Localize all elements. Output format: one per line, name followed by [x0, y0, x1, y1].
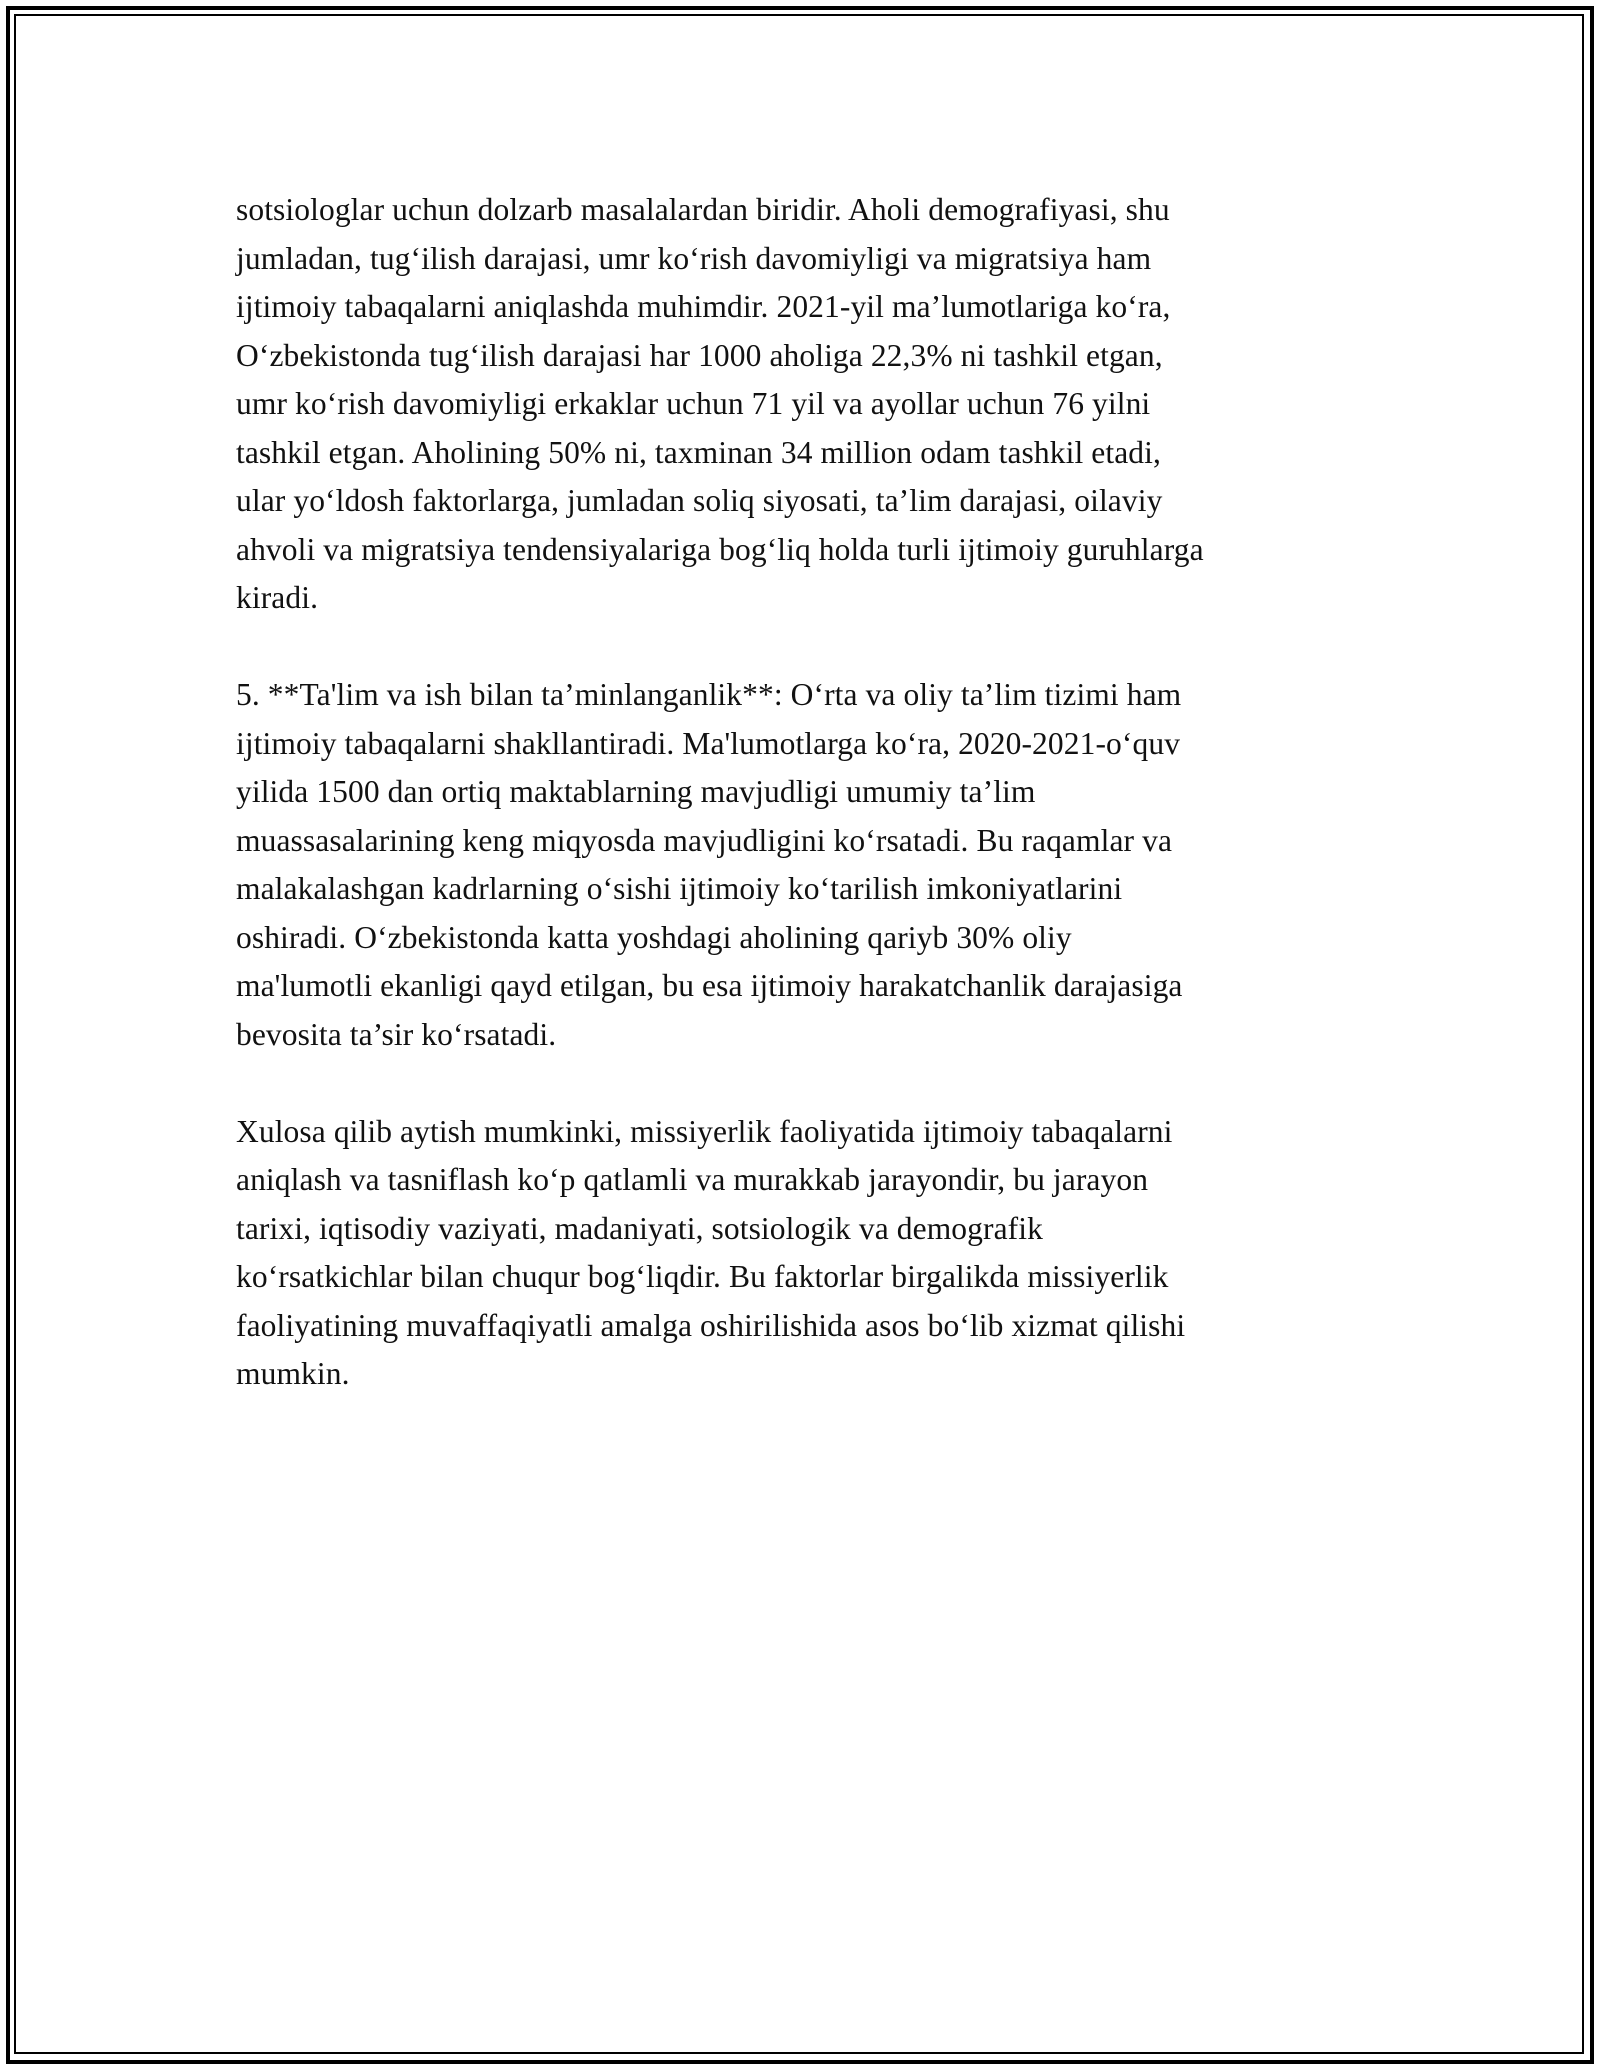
paragraph-conclusion: Xulosa qilib aytish mumkinki, missiyerlik faoliyatida ijtimoiy tabaqalarni aniqlash va tasniflash ko‘p qatlamli va murakkab jarayondir, bu jarayon tarixi, iqtisodiy vaziyati, madaniyati, sotsiologik va demografik ko‘rsatkichlar bilan chuqur bog‘liqdir. Bu faktorlar birgalikda missiyerlik faoliyatining muvaffaqiyatli amalga oshirilishida asos bo‘lib xizmat qilishi mumkin.	[236, 1113, 1186, 1391]
paragraph-demography: sotsiologlar uchun dolzarb masalalardan biridir. Aholi demografiyasi, shu jumladan, tug‘ilish darajasi, umr ko‘rish davomiyligi va migratsiya ham ijtimoiy tabaqalarni aniqlashda muhimdir. 2021-yil ma’lumotlariga ko‘ra, O‘zbekistonda tug‘ilish darajasi har 1000 aholiga 22,3% ni tashkil etgan, umr ko‘rish davomiyligi erkaklar uchun 71 yil va ayollar uchun 76 yilni tashkil etgan. Aholining 50% ni, taxminan 34 million odam tashkil etadi, ular yo‘ldosh faktorlarga, jumladan soliq siyosati, ta’lim darajasi, oilaviy ahvoli va migratsiya tendensiyalariga bog‘liq holda turli ijtimoiy guruhlarga kiradi.	[236, 192, 1204, 615]
document-body	[236, 186, 1366, 1447]
paragraph-education-employment: 5. **Ta'lim va ish bilan ta’minlanganlik**: O‘rta va oliy ta’lim tizimi ham ijtimoiy tabaqalarni shakllantiradi. Ma'lumotlarga ko‘ra, 2020-2021-o‘quv yilida 1500 dan ortiq maktablarning mavjudligi umumiy ta’lim muassasalarining keng miqyosda mavjudligini ko‘rsatadi. Bu raqamlar va malakalashgan kadrlarning o‘sishi ijtimoiy ko‘tarilish imkoniyatlarini oshiradi. O‘zbekistonda katta yoshdagi aholining qariyb 30% oliy ma'lumotli ekanligi qayd etilgan, bu esa ijtimoiy harakatchanlik darajasiga bevosita ta’sir ko‘rsatadi.	[236, 677, 1183, 1052]
